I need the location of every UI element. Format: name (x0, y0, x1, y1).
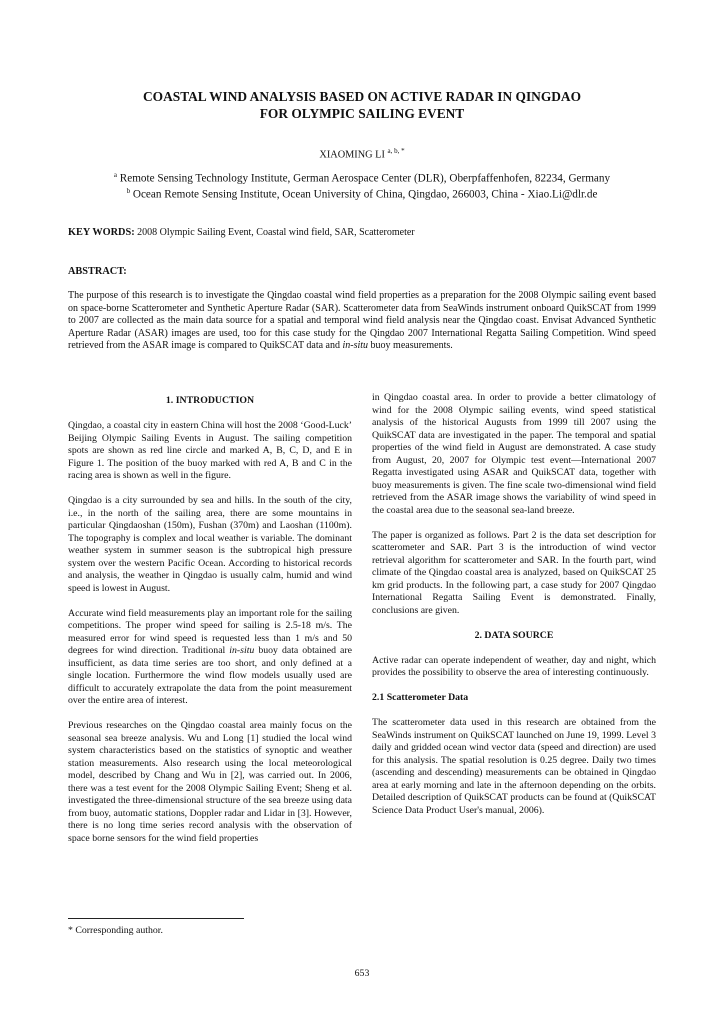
abstract-italic: in-situ (342, 340, 369, 352)
affiliation-b-marker: b (126, 187, 131, 195)
affiliation-a-marker: a (113, 171, 117, 179)
abstract-body (68, 290, 656, 353)
intro-paragraph-2: Qingdao is a city surrounded by sea and hills. In the south of the city, i.e., in the north of the sailing area, there are some mountains in particular Qingdaoshan (150m), Fushan (370m) and Laoshan (1100m). The topography is complex and local weather is variable. The dominant weather system in summer season is the subtropical high pressure system over the western Pacific Ocean. According to historical records and analysis, the weather in Qingdao is usually calm, humid and wind speed is lowest in August. (68, 495, 352, 594)
paper-title (60, 88, 664, 122)
intro-paragraph-3-b: buoy data obtained are insufficient, as data time series are too short, and only defined at a single location. Furthermore the wind flow models usually used are difficult to accurately extrapolate the data from the point measurement over the entire area of interest. (68, 645, 352, 706)
right-paragraph-2: The paper is organized as follows. Part 2 is the data set description for scatterometer and SAR. Part 3 is the introduction of wind vector retrieval algorithm for scatterometer and SAR. In the fourth part, wind climate of the Qingdao coastal area is analyzed, based on QuikSCAT 25 km grid products. In the following part, a case study for 2007 Qingdao International Regatta Sailing Event is demonstrated. Finally, conclusions are given. (372, 529, 656, 616)
title-line-1: COASTAL WIND ANALYSIS BASED ON ACTIVE RADAR IN QINGDAO (142, 89, 582, 104)
affiliation-a (40, 171, 684, 185)
abstract-end: buoy measurements. (370, 340, 453, 352)
intro-paragraph-3-italic: in-situ (229, 645, 255, 656)
section-1-heading: 1. INTRODUCTION (165, 395, 255, 406)
right-column (372, 392, 656, 830)
section-2-1-heading: 2.1 Scatterometer Data (372, 692, 469, 703)
abstract-text: The purpose of this research is to investigate the Qingdao coastal wind field properties as a preparation for the 2008 Olympic sailing event based on space-borne Scatterometer and Synthetic Aperture Radar (SAR). Scatterometer data from SeaWinds instrument onboard QuikSCAT from 1999 to 2007 are collected as the main data source for a spatial and temporal wind field analysis near the Qingdao coast. Envisat Advanced Synthetic Aperture Radar (ASAR) images are used, too for this case study for the Qingdao 2007 International Regatta Sailing Competition. Wind speed retrieved from the ASAR image is compared to QuikSCAT data and (68, 290, 656, 352)
page-number: 653 (354, 968, 370, 979)
footnote: * Corresponding author. (68, 925, 163, 936)
section-2-1-paragraph: The scatterometer data used in this research are obtained from the SeaWinds instrument on QuikSCAT launched on June 19, 1999. Level 3 daily and gridded ocean wind vector data (speed and direction) are used for this analysis. The spatial resolution is 0.25 degree. Daily two times (ascending and descending) measurements can be obtained in Qingdao area at early morning and late in the afternoon depending on the orbits. Detailed description of QuikSCAT products can be found at (QuikSCAT Science Data Product User's manual, 2006). (372, 717, 656, 816)
keywords-line (68, 227, 415, 238)
keywords-label: KEY WORDS: (68, 227, 135, 238)
intro-paragraph-3 (68, 608, 352, 708)
affiliation-b (40, 187, 684, 201)
footnote-rule (68, 918, 244, 919)
left-column (68, 395, 352, 858)
affiliation-b-text: Ocean Remote Sensing Institute, Ocean University of China, Qingdao, 266003, China - Xiao.Li@dlr.de (132, 188, 598, 201)
section-2-heading: 2. DATA SOURCE (474, 629, 554, 641)
abstract-heading: ABSTRACT: (68, 266, 127, 277)
right-paragraph-1: in Qingdao coastal area. In order to provide a better climatology of wind for the 2008 Olympic sailing events, wind speed statistical analysis of the historical Augusts from 1999 till 2007 using the QuikSCAT data are investigated in the paper. The temporal and spatial properties of the wind field in August are demonstrated. A case study from August, 20, 2007 for Olympic test event—International 2007 Regatta investigated using ASAR and QuikSCAT data, together with buoy measurements is given. The fine scale two-dimensional wind field retrieved from the ASAR image shows the variability of wind speed in the coastal area due to the seasonal sea-land breeze. (372, 392, 656, 516)
affiliation-a-text: Remote Sensing Technology Institute, German Aerospace Center (DLR), Oberpfaffenhofen, 82234, Germany (119, 172, 611, 185)
section-2-paragraph: Active radar can operate independent of weather, day and night, which provides the possibility to observe the area of interesting continuously. (372, 654, 656, 678)
intro-paragraph-4: Previous researches on the Qingdao coastal area mainly focus on the seasonal sea breeze analysis. Wu and Long [1] studied the local wind system characteristics based on the statistics of synoptic and weather station measurements. Also research using the local meteorological model, described by Chang and Wu in [2], was carried out. In 2006, there was a test event for the 2008 Olympic Sailing Event; Sheng et al. investigated the three-dimensional structure of the sea breeze using data from buoy, automatic stations, Doppler radar and Lidar in [3]. However, there is no long time series record analysis with the observation of space borne sensors for the wind field properties (68, 720, 352, 844)
author-superscript: a, b, * (387, 147, 405, 155)
author-name: XIAOMING LI (319, 149, 385, 161)
keywords-text: 2008 Olympic Sailing Event, Coastal wind field, SAR, Scatterometer (137, 227, 415, 238)
intro-paragraph-1: Qingdao, a coastal city in eastern China will host the 2008 ‘Good-Luck’ Beijing Olympic Sailing Events in August. The sailing competition spots are shown as red line circle and marked A, B, C, D, and E in Figure 1. The position of the buoy marked with red A, B and C in the racing area is shown as well in the figure. (68, 420, 352, 481)
author-line (60, 147, 664, 160)
title-line-2: FOR OLYMPIC SAILING EVENT (259, 106, 465, 121)
intro-paragraph-3-a: Accurate wind field measurements play an important role for the sailing competitions. The proper wind speed for sailing is 2.5-18 m/s. The measured error for wind speed is requested less than 1 m/s and 50 degrees for wind direction. Traditional (68, 607, 352, 656)
